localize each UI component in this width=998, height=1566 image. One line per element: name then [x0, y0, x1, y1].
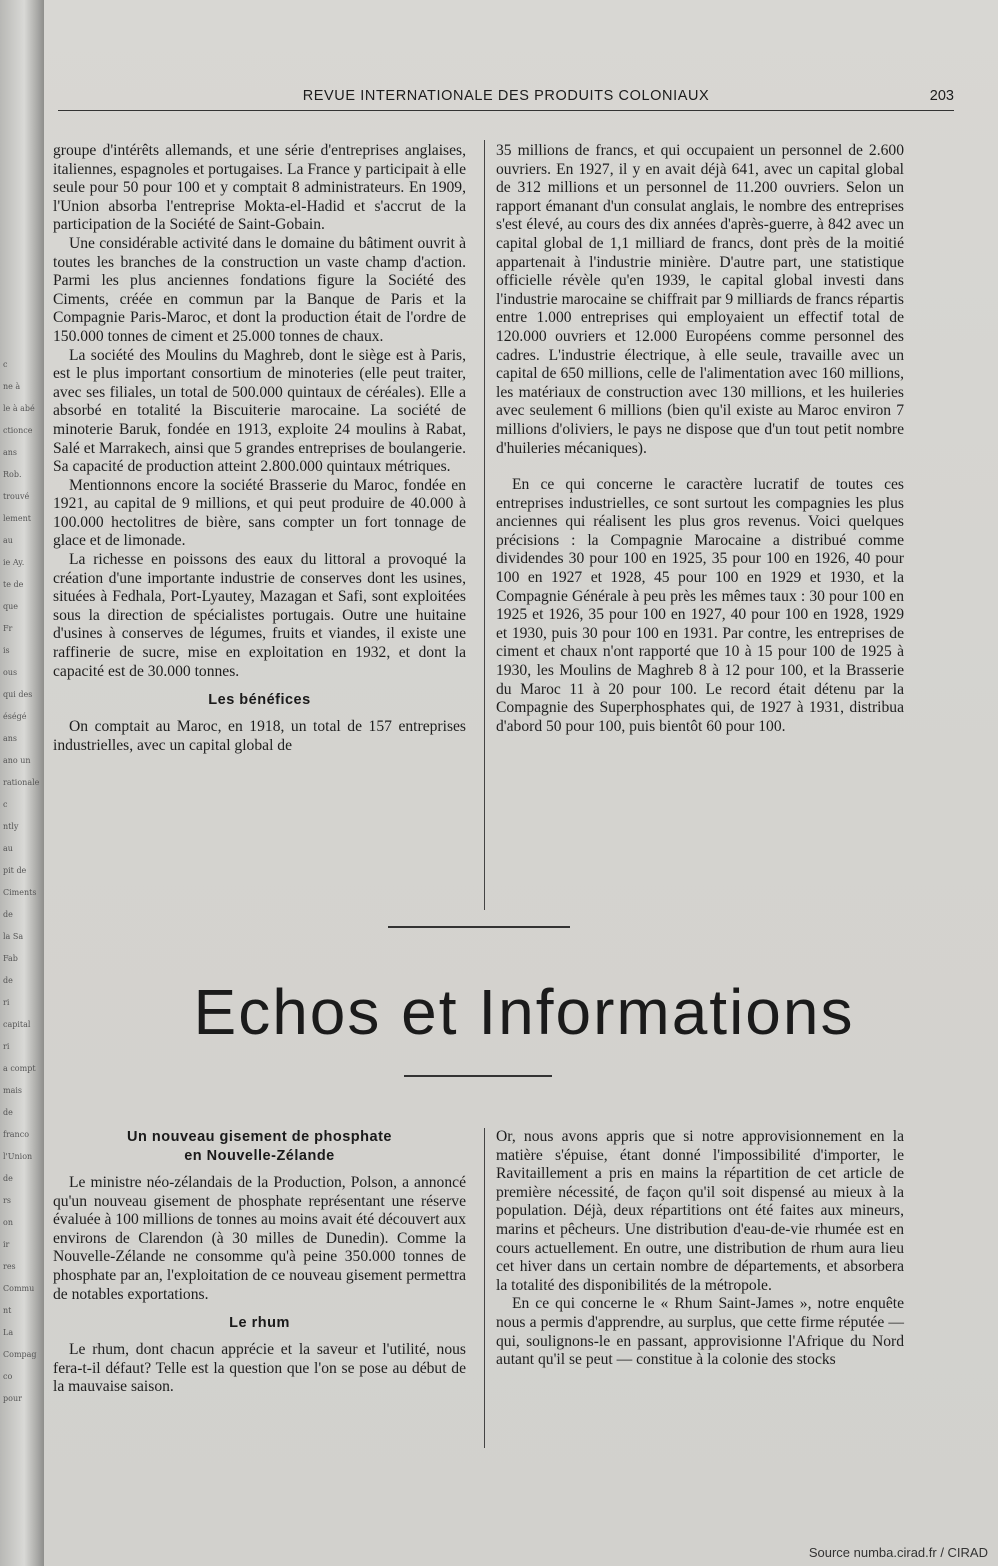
- binding-fragment: co: [3, 1372, 13, 1381]
- binding-fragment: pour: [3, 1394, 22, 1403]
- binding-fragment: la Sa: [3, 932, 24, 941]
- binding-fragment: rs: [3, 1196, 11, 1205]
- binding-fragment: c: [3, 360, 8, 369]
- binding-fragment: franco: [3, 1130, 30, 1139]
- column-divider: [484, 140, 485, 910]
- binding-fragment: mais: [3, 1086, 23, 1095]
- binding-fragment: ne à: [3, 382, 21, 391]
- journal-title: REVUE INTERNATIONALE DES PRODUITS COLONIAUX: [302, 88, 710, 104]
- article-top-right-column: [496, 142, 904, 736]
- binding-fragment: ctionce: [3, 426, 33, 435]
- title-underline-rule: [404, 1075, 552, 1077]
- paragraph: Le ministre néo-zélandais de la Production, Polson, a annoncé qu'un nouveau gisement de phosphate représentant une réserve évaluée à 100 millions de tonnes au moins avait été découvert aux environs de Clarendon (à 30 milles de Dunedin). Comme la Nouvelle-Zélande ne consomme qu'à peine 350.000 tonnes de phosphate par an, l'exploitation de ce nouveau gisement permettra de notables exportations.: [53, 1174, 466, 1303]
- binding-fragment: au: [3, 844, 13, 853]
- binding-fragment: ir: [3, 1240, 10, 1249]
- binding-fragment: ano un: [3, 756, 31, 765]
- binding-fragment: ri: [3, 998, 10, 1007]
- binding-fragment: lement: [3, 514, 31, 523]
- paragraph: Or, nous avons appris que si notre approvisionnement en la matière s'épuise, étant donné l'impossibilité d'importer, le Ravitaillement a pris en mains la répartition de cet article de première nécessité, de façon qu'il soit dispensé au mieux à la population. Déjà, deux répartitions ont été faites aux mineurs, marins et pêcheurs. Une distribution d'eau-de-vie rhumée est en cours actuellement. En outre, une distribution de rhum aura lieu cet hiver dans un certain nombre de départements, et absorbera la totalité des disponibilités de la métropole.: [496, 1128, 904, 1294]
- paragraph: 35 millions de francs, et qui occupaient un personnel de 2.600 ouvriers. En 1927, il y en avait déjà 641, avec un capital global de 312 millions et un personnel de 11.200 ouvriers. Selon un rapport émanant d'un consulat anglais, le nombre des entreprises s'est élevé, au cours des dix années d'après-guerre, à 842 avec un capital global de 1,1 milliard de francs, dont près de la moitié appartenait à l'industrie minière. D'autre part, une statistique officielle révèle qu'en 1939, le capital global investi dans l'industrie marocaine se chiffrait par 9 milliards de francs répartis entre 1.000 entreprises qui employaient un effectif total de 120.000 ouvriers et 12.000 Européens comme personnel des cadres. L'industrie électrique, à elle seule, travaille avec un capital de 650 millions, celle de l'alimentation avec 160 millions, les matériaux de construction avec 130 millions, et les huileries avec seulement 6 millions (bien qu'il existe au Maroc environ 7 millions d'oliviers, le pays ne dispose que d'un tout petit nombre d'huileries mécaniques).: [496, 142, 904, 457]
- running-head: [58, 84, 954, 111]
- paragraph: La société des Moulins du Maghreb, dont le siège est à Paris, est le plus important consortium de minoteries (elle peut traiter, avec ses filiales, un total de 500.000 quintaux de céréales). Elle a absorbé en totalité la Biscuiterie marocaine. La société de minoterie Baruk, fondée en 1913, exploite 24 moulins à Rabat, Salé et Marrakech, ainsi que 5 grandes entreprises de boulangerie. Sa capacité de production atteint 2.800.000 quintaux métriques.: [53, 346, 466, 476]
- binding-fragment: de: [3, 976, 13, 985]
- binding-fragment: éségé: [3, 712, 27, 721]
- binding-fragment: c: [3, 800, 8, 809]
- subheading-le-rhum: Le rhum: [229, 1315, 290, 1332]
- binding-fragment: au: [3, 536, 13, 545]
- binding-fragment: ntly: [3, 822, 19, 831]
- article-bottom-left-column: [53, 1128, 466, 1397]
- binding-fragment: a compt: [3, 1064, 36, 1073]
- binding-fragment: res: [3, 1262, 16, 1271]
- binding-fragment: te de: [3, 580, 24, 589]
- binding-fragment: Commu: [3, 1284, 35, 1293]
- adjacent-page-binding: [0, 0, 44, 1566]
- binding-fragment: qui des: [3, 690, 33, 699]
- binding-fragment: de: [3, 910, 13, 919]
- binding-fragment: l'Union: [3, 1152, 33, 1161]
- binding-fragment: Compag: [3, 1350, 37, 1359]
- binding-fragment: pit de: [3, 866, 27, 875]
- binding-fragment: La: [3, 1328, 14, 1337]
- binding-fragment: ous: [3, 668, 18, 677]
- binding-fragment: ans: [3, 448, 18, 457]
- binding-fragment: is: [3, 646, 10, 655]
- binding-fragment: ie Ay.: [3, 558, 25, 567]
- binding-fragment: que: [3, 602, 19, 611]
- binding-fragment: ans: [3, 734, 18, 743]
- paragraph: On comptait au Maroc, en 1918, un total de 157 entreprises industrielles, avec un capital global de: [53, 718, 466, 754]
- binding-fragment: Fab: [3, 954, 18, 963]
- binding-fragment: rationale: [3, 778, 40, 787]
- binding-fragment: on: [3, 1218, 13, 1227]
- binding-fragment: Fr: [3, 624, 13, 633]
- binding-fragment: nt: [3, 1306, 12, 1315]
- binding-fragment: de: [3, 1174, 13, 1183]
- binding-fragment: de: [3, 1108, 13, 1117]
- article-top-left-column: [53, 142, 466, 755]
- binding-fragment: le à abé: [3, 404, 35, 413]
- subheading-les-benefices: Les bénéfices: [208, 692, 311, 709]
- paragraph: En ce qui concerne le « Rhum Saint-James », notre enquête nous a permis d'apprendre, au surplus, que cette firme réputée — qui, soulignons-le en passant, approvisionne l'Afrique du Nord autant qu'il se peut — constitue à la colonie des stocks: [496, 1295, 904, 1369]
- news-heading-phosphate: Un nouveau gisement de phosphate en Nouvelle-Zélande: [127, 1129, 392, 1164]
- paragraph: Le rhum, dont chacun apprécie et la saveur et l'utilité, nous fera-t-il défaut? Telle est la question que l'on se pose au début de la mauvaise saison.: [53, 1341, 466, 1396]
- section-separator-rule: [388, 926, 570, 928]
- paragraph: groupe d'intérêts allemands, et une série d'entreprises anglaises, italiennes, espagnoles et portugaises. La France y participait à elle seule pour 50 pour 100 et y comptait 8 administrateurs. En 1909, l'Union absorba l'entreprise Mokta-el-Hadid et s'accrut de la participation de la Société de Saint-Gobain.: [53, 142, 466, 234]
- page: [44, 0, 998, 1566]
- paragraph: Une considérable activité dans le domaine du bâtiment ouvrit à toutes les branches de la construction un vaste champ d'action. Parmi les plus anciennes fondations figure la Société des Ciments, créée en commun par la Banque de Paris et la Compagnie Paris-Maroc, et dont la production était de l'ordre de 150.000 tonnes de ciment et 25.000 tonnes de chaux.: [53, 234, 466, 345]
- binding-fragment: capital: [3, 1020, 31, 1029]
- paragraph: La richesse en poissons des eaux du littoral a provoqué la création d'une importante industrie de conserves dont les usines, situées à Fedhala, Port-Lyautey, Mazagan et Safi, sont exploitées sous la direction de spécialistes portugais. Outre une huitaine d'usines à conserves de légumes, fruits et viandes, il existe une raffinerie de sucre, mise en exploitation en 1932, et dont la capacité est de 30.000 tonnes.: [53, 551, 466, 680]
- section-title: Echos et Informations: [193, 976, 855, 1048]
- binding-fragment: Ciments: [3, 888, 37, 897]
- binding-fragment: ri: [3, 1042, 10, 1051]
- article-bottom-right-column: [496, 1128, 904, 1370]
- paragraph: Mentionnons encore la société Brasserie du Maroc, fondée en 1921, au capital de 9 millions, et qui peut produire de 40.000 à 100.000 hectolitres de bière, sans compter un fort tonnage de glace et de limonade.: [53, 476, 466, 550]
- source-credit: Source numba.cirad.fr / CIRAD: [808, 1545, 988, 1560]
- page-number: 203: [929, 88, 954, 104]
- paragraph: En ce qui concerne le caractère lucratif de toutes ces entreprises industrielles, ce sont surtout les compagnies les plus anciennes qui réalisent les plus gros revenus. Voici quelques précisions : la Compagnie Marocaine a distribué comme dividendes 30 pour 100 en 1925, 35 pour 100 en 1926, 40 pour 100 en 1927 et 1928, 45 pour 100 en 1929 et 1930, et la Compagnie Générale à peu près les mêmes taux : 30 pour 100 en 1925 et 1926, 35 pour 100 en 1927, 40 pour 100 en 1928, 1929 et 1930, puis 30 pour 100 en 1931. Par contre, les entreprises de ciment et chaux n'ont rapporté que 10 à 15 pour 100 de 1925 à 1930, les Moulins de Maghreb 8 à 12 pour 100, et la Brasserie du Maroc 11 à 20 pour 100. Le record était détenu par la Compagnie des Superphosphates qui, de 1927 à 1931, distribua d'abord 50 pour 100, puis bientôt 60 pour 100.: [496, 476, 904, 735]
- binding-fragment: trouvé: [3, 492, 30, 501]
- column-divider: [484, 1128, 485, 1448]
- binding-fragment: Rob.: [3, 470, 22, 479]
